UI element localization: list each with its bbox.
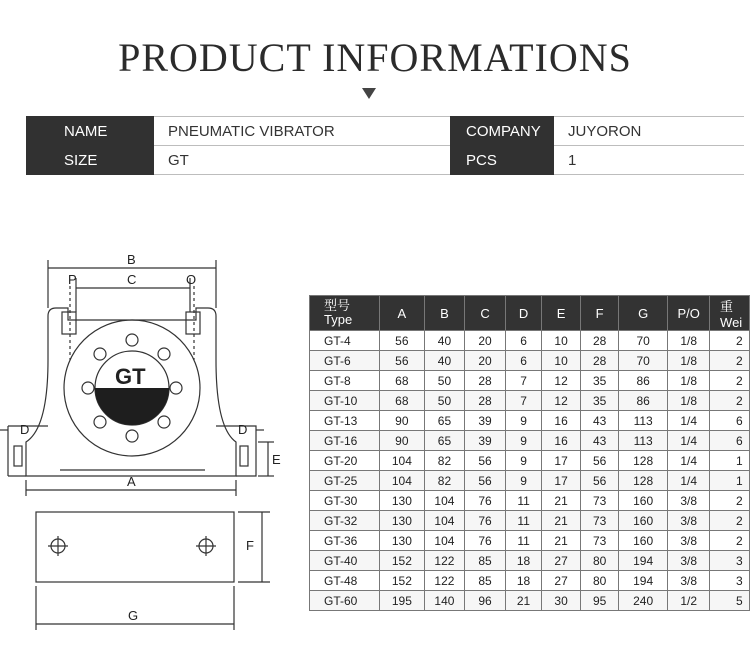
spec-cell: 20 (464, 331, 505, 351)
spec-cell: 56 (379, 351, 425, 371)
spec-cell: 2 (710, 331, 750, 351)
spec-cell: 28 (581, 331, 619, 351)
down-triangle-icon (362, 88, 376, 99)
spec-cell: 2 (710, 531, 750, 551)
header-col: A (379, 296, 425, 331)
spec-cell: 2 (710, 371, 750, 391)
product-info-table (26, 116, 744, 175)
spec-row (310, 591, 750, 611)
size-value: GT (154, 146, 450, 175)
spec-cell: 56 (464, 451, 505, 471)
spec-cell: 28 (464, 371, 505, 391)
header-weight-cn: 重 (720, 299, 734, 314)
spec-cell: 3 (710, 571, 750, 591)
spec-cell: 113 (618, 411, 667, 431)
spec-cell: 7 (506, 371, 542, 391)
spec-cell: 73 (581, 511, 619, 531)
spec-cell: 76 (464, 531, 505, 551)
spec-cell-type: GT-60 (310, 591, 380, 611)
spec-cell: 90 (379, 411, 425, 431)
spec-cell: 50 (425, 371, 465, 391)
spec-cell: 3/8 (668, 511, 710, 531)
spec-cell: 160 (618, 491, 667, 511)
spec-cell: 40 (425, 351, 465, 371)
spec-cell: 3/8 (668, 531, 710, 551)
spec-cell: 76 (464, 511, 505, 531)
spec-cell: 122 (425, 551, 465, 571)
spec-cell-type: GT-36 (310, 531, 380, 551)
spec-cell: 21 (541, 531, 581, 551)
spec-cell: 12 (541, 391, 581, 411)
spec-cell: 16 (541, 431, 581, 451)
spec-cell: 6 (710, 411, 750, 431)
spec-cell: 152 (379, 571, 425, 591)
spec-cell: 1/4 (668, 451, 710, 471)
spec-cell: 122 (425, 571, 465, 591)
spec-cell: 104 (379, 451, 425, 471)
spec-cell: 68 (379, 391, 425, 411)
header-col: G (618, 296, 667, 331)
spec-cell: 12 (541, 371, 581, 391)
spec-cell: 70 (618, 331, 667, 351)
spec-cell: 17 (541, 471, 581, 491)
dim-label-o: O (186, 272, 197, 287)
spec-cell: 18 (506, 551, 542, 571)
header-type-en: Type (324, 312, 353, 327)
spec-cell: 1/8 (668, 391, 710, 411)
dim-label-b: B (127, 252, 136, 267)
spec-cell: 39 (464, 431, 505, 451)
spec-cell: 9 (506, 411, 542, 431)
spec-cell: 28 (464, 391, 505, 411)
spec-cell: 6 (506, 351, 542, 371)
spec-header-row (310, 296, 750, 331)
spec-cell: 3/8 (668, 551, 710, 571)
gt-logo: GT (115, 364, 146, 389)
spec-cell: 195 (379, 591, 425, 611)
info-row (26, 146, 744, 175)
dim-label-g: G (128, 608, 139, 623)
spec-cell: 6 (710, 431, 750, 451)
spec-cell: 86 (618, 391, 667, 411)
spec-cell-type: GT-10 (310, 391, 380, 411)
header-col: D (506, 296, 542, 331)
header-type-cn: 型号 (324, 298, 351, 313)
spec-cell: 128 (618, 471, 667, 491)
spec-cell-type: GT-48 (310, 571, 380, 591)
dim-label-d-left: D (20, 422, 30, 437)
dim-label-e: E (272, 452, 281, 467)
spec-cell: 128 (618, 451, 667, 471)
spec-cell: 2 (710, 351, 750, 371)
header-col: B (425, 296, 465, 331)
spec-cell: 104 (379, 471, 425, 491)
spec-cell: 50 (425, 391, 465, 411)
spec-cell: 104 (425, 491, 465, 511)
spec-cell: 104 (425, 511, 465, 531)
specification-table (309, 295, 750, 611)
spec-cell: 39 (464, 411, 505, 431)
spec-cell: 104 (425, 531, 465, 551)
dim-label-c: C (127, 272, 137, 287)
spec-cell: 65 (425, 431, 465, 451)
header-weight (710, 296, 750, 331)
spec-cell: 1/8 (668, 351, 710, 371)
spec-cell: 35 (581, 391, 619, 411)
spec-cell: 95 (581, 591, 619, 611)
spec-row (310, 351, 750, 371)
spec-row (310, 491, 750, 511)
spec-cell: 160 (618, 531, 667, 551)
spec-cell: 30 (541, 591, 581, 611)
spec-cell: 9 (506, 471, 542, 491)
spec-cell: 3/8 (668, 571, 710, 591)
spec-cell-type: GT-40 (310, 551, 380, 571)
spec-cell: 160 (618, 511, 667, 531)
header-type (310, 296, 380, 331)
page-title: PRODUCT INFORMATIONS (118, 35, 632, 80)
spec-cell: 1 (710, 451, 750, 471)
spec-row (310, 571, 750, 591)
spec-cell: 1/8 (668, 331, 710, 351)
spec-cell: 113 (618, 431, 667, 451)
spec-cell: 21 (506, 591, 542, 611)
spec-cell: 194 (618, 571, 667, 591)
spec-cell: 85 (464, 551, 505, 571)
spec-cell: 56 (464, 471, 505, 491)
spec-cell: 56 (581, 451, 619, 471)
spec-cell: 65 (425, 411, 465, 431)
spec-cell: 56 (379, 331, 425, 351)
spec-row (310, 551, 750, 571)
spec-cell: 27 (541, 551, 581, 571)
spec-row (310, 331, 750, 351)
spec-cell: 1/2 (668, 591, 710, 611)
spec-cell-type: GT-4 (310, 331, 380, 351)
spec-cell: 130 (379, 491, 425, 511)
pcs-label: PCS (450, 146, 554, 175)
spec-cell: 85 (464, 571, 505, 591)
spec-cell: 16 (541, 411, 581, 431)
spec-cell-type: GT-20 (310, 451, 380, 471)
spec-row (310, 531, 750, 551)
dim-label-p: P (68, 272, 77, 287)
company-value: JUYORON (554, 117, 744, 146)
spec-cell: 82 (425, 471, 465, 491)
name-label: NAME (26, 117, 154, 146)
spec-cell: 18 (506, 571, 542, 591)
spec-cell: 130 (379, 531, 425, 551)
spec-row (310, 411, 750, 431)
spec-cell-type: GT-13 (310, 411, 380, 431)
spec-cell: 20 (464, 351, 505, 371)
spec-cell: 11 (506, 491, 542, 511)
header-col: E (541, 296, 581, 331)
spec-cell: 80 (581, 571, 619, 591)
spec-cell: 43 (581, 411, 619, 431)
spec-cell: 68 (379, 371, 425, 391)
spec-cell-type: GT-32 (310, 511, 380, 531)
header-col: C (464, 296, 505, 331)
spec-cell: 6 (506, 331, 542, 351)
spec-cell: 2 (710, 511, 750, 531)
header-weight-en: Wei (720, 315, 743, 330)
spec-cell: 5 (710, 591, 750, 611)
spec-cell: 27 (541, 571, 581, 591)
spec-cell: 56 (581, 471, 619, 491)
spec-cell: 2 (710, 391, 750, 411)
spec-cell: 17 (541, 451, 581, 471)
spec-cell: 10 (541, 351, 581, 371)
spec-cell: 73 (581, 491, 619, 511)
info-row (26, 117, 744, 146)
spec-cell: 80 (581, 551, 619, 571)
pcs-value: 1 (554, 146, 744, 175)
dim-label-d-right: D (238, 422, 248, 437)
spec-cell: 1/4 (668, 471, 710, 491)
spec-cell-type: GT-16 (310, 431, 380, 451)
spec-cell: 90 (379, 431, 425, 451)
spec-cell-type: GT-6 (310, 351, 380, 371)
spec-cell: 73 (581, 531, 619, 551)
spec-cell-type: GT-30 (310, 491, 380, 511)
spec-cell: 40 (425, 331, 465, 351)
spec-cell: 240 (618, 591, 667, 611)
name-value: PNEUMATIC VIBRATOR (154, 117, 450, 146)
spec-cell: 21 (541, 491, 581, 511)
spec-cell: 28 (581, 351, 619, 371)
header-col: F (581, 296, 619, 331)
spec-cell: 82 (425, 451, 465, 471)
spec-cell: 43 (581, 431, 619, 451)
spec-cell: 1 (710, 471, 750, 491)
spec-cell: 76 (464, 491, 505, 511)
vibrator-dimension-drawing (0, 250, 300, 640)
spec-cell: 1/4 (668, 411, 710, 431)
spec-cell: 70 (618, 351, 667, 371)
spec-cell: 152 (379, 551, 425, 571)
spec-row (310, 431, 750, 451)
spec-cell: 10 (541, 331, 581, 351)
spec-cell: 7 (506, 391, 542, 411)
dim-label-a: A (127, 474, 136, 489)
spec-cell: 11 (506, 511, 542, 531)
spec-cell-type: GT-25 (310, 471, 380, 491)
spec-cell-type: GT-8 (310, 371, 380, 391)
spec-cell: 140 (425, 591, 465, 611)
company-label: COMPANY (450, 117, 554, 146)
spec-cell: 21 (541, 511, 581, 531)
spec-row (310, 371, 750, 391)
spec-cell: 130 (379, 511, 425, 531)
spec-cell: 9 (506, 431, 542, 451)
spec-cell: 96 (464, 591, 505, 611)
spec-cell: 3/8 (668, 491, 710, 511)
spec-cell: 3 (710, 551, 750, 571)
spec-cell: 194 (618, 551, 667, 571)
dim-label-f: F (246, 538, 254, 553)
spec-cell: 1/8 (668, 371, 710, 391)
spec-row (310, 391, 750, 411)
spec-row (310, 471, 750, 491)
spec-cell: 1/4 (668, 431, 710, 451)
header-col: P/O (668, 296, 710, 331)
spec-row (310, 511, 750, 531)
spec-cell: 2 (710, 491, 750, 511)
spec-row (310, 451, 750, 471)
spec-cell: 86 (618, 371, 667, 391)
spec-cell: 9 (506, 451, 542, 471)
size-label: SIZE (26, 146, 154, 175)
spec-cell: 11 (506, 531, 542, 551)
spec-cell: 35 (581, 371, 619, 391)
